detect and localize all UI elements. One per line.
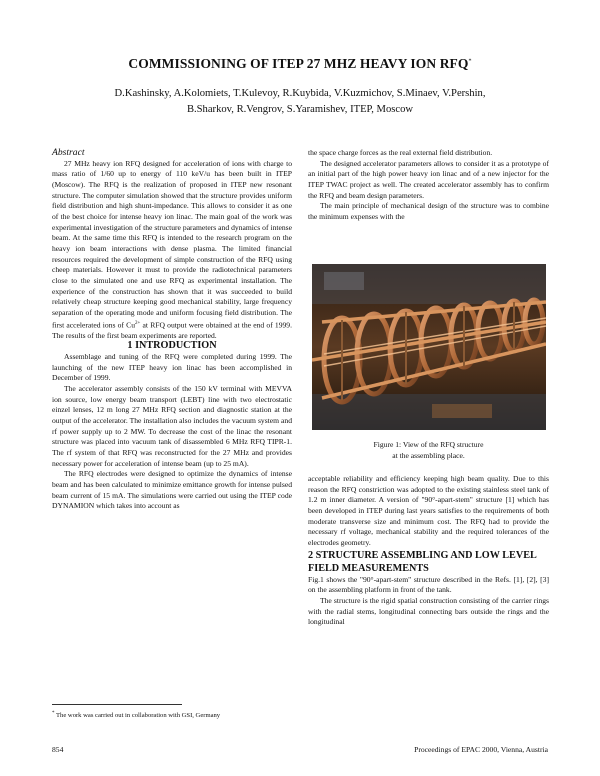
proceedings-label: Proceedings of EPAC 2000, Vienna, Austria — [414, 745, 548, 754]
right-paragraph-4: acceptable reliability and efficiency keeping high beam quality. Due to this reason the RFQ constriction was adopted to the existing stainless steel tank of 1.2 m inner diameter. A version of "90°-apart-stem" structure [1] which has been developed in ITEP during last years satisfies to the requirements of both moderate transverse size and minimum cost. The RFQ had to provide the necessary rf voltage, mechanical stability and the required tolerances of the electrodes geometry. — [308, 474, 549, 547]
intro-paragraph-2: The accelerator assembly consists of the 150 kV terminal with MEVVA ion source, low energy beam transport (LEBT) line with two electrostatic einzel lenses, 12 m long 27 MHz RFQ section and diagnostic station at the output of the accelerator. The installation also includes the vacuum system and rf power supply up to 2 MW. To decrease the cost of the linac the resonant structure was placed into vacuum tank of disassembled 6 MHz RFQ TIPR-1. The rf system of that RFQ was reconstructed for the 27 MHz and provides necessary power for acceleration of intense beam (up to 25 mA). — [52, 383, 292, 468]
right-paragraph-3: The main principle of mechanical design of the structure was to combine the minimum expenses with the — [308, 201, 549, 221]
right-column-top — [308, 148, 549, 223]
left-column — [52, 148, 292, 512]
rfq-structure-photo — [312, 264, 546, 430]
right-paragraph-2: The designed accelerator parameters allows to consider it as a prototype of an initial part of the high power heavy ion linac and of a new injector for the ITEP TWAC project as well. The created accelerator assembly has to confirm the RFQ and beam design parameters. — [308, 158, 549, 200]
intro-paragraph-1: Assemblage and tuning of the RFQ were completed during 1999. The launching of the new ITEP heavy ion linac has been accomplished in December of 1999. — [52, 352, 292, 383]
intro-paragraph-3: The RFQ electrodes were designed to optimize the dynamics of intense beam and has been calculated to minimize emittance growth for intense pulsed beam current of 15 mA. The simulations were carried out using the ITEP code DYNAMION which takes into account as — [52, 469, 292, 511]
caption-line-2: at the assembling place. — [392, 450, 465, 460]
figure-caption — [308, 440, 549, 461]
abstract-text: 27 MHz heavy ion RFQ designed for acceleration of ions with charge to mass ratio of 1/60 up to energy of 110 keV/u has been built in ITEP (Moscow). The RFQ is the realization of proposed in ITEP new resonant structure. The computer simulation showed that the structure provides uniform field distribution and high shunt-impedance. This allows to consider it as one of the best choice for intense heavy ion linac. The main goal of the work was experimental investigation of the structure parameters and dynamics of intense beam. At the same time this RFQ is intended to the research program on the heavy ion beam interactions with dense plasma. The limited financial resources required the development of simple construction of the RFQ using cheep materials. However it must to provide the radiotechnical parameters close to the simulated one and use RFQ as experimental installation. The experience of the construction has shown that it was succeeded to build relatively cheap structure keeping good mechanical stability, large frequency separation of the operating mode and uniform focusing field distribution. The first accelerated ions of $Cu^{2+}$ at RFQ output were obtained at the end of 1999. The results of the first beam experiments are reported. — [52, 158, 293, 340]
right-column-bottom — [308, 474, 549, 628]
right-paragraph-1: the space charge forces as the real external field distribution. — [308, 148, 493, 157]
title-footnote-mark: * — [468, 58, 472, 65]
authors-line-2: B.Sharkov, R.Vengrov, S.Yaramishev, ITEP, Moscow — [186, 104, 414, 115]
paper-title: COMMISSIONING OF ITEP 27 MHZ HEAVY ION RFQ* — [128, 56, 472, 71]
page-number: 854 — [52, 745, 64, 754]
authors — [60, 86, 540, 118]
section-1-heading: 1 INTRODUCTION — [127, 340, 217, 352]
right-paragraph-6: The structure is the rigid spatial construction consisting of the carrier rings with the radial stems, longitudinal connecting bars outside the rings and the longitudinal — [308, 595, 549, 627]
abstract-heading: Abstract — [52, 147, 85, 158]
footnote: * The work was carried out in collaboration with GSI, Germany — [52, 711, 221, 720]
footnote-divider — [52, 704, 182, 705]
caption-line-1: Figure 1: View of the RFQ structure — [373, 440, 484, 449]
authors-line-1: D.Kashinsky, A.Kolomiets, T.Kulevoy, R.Kuybida, V.Kuzmichov, S.Minaev, V.Pershin, — [114, 88, 486, 99]
section-2-heading: 2 STRUCTURE ASSEMBLING AND LOW LEVEL FIELD MEASUREMENTS — [308, 549, 537, 574]
right-paragraph-5: Fig.1 shows the "90°-apart-stem" structure described in the Refs. [1], [2], [3] on the assembling platform in front of the tank. — [308, 574, 549, 595]
